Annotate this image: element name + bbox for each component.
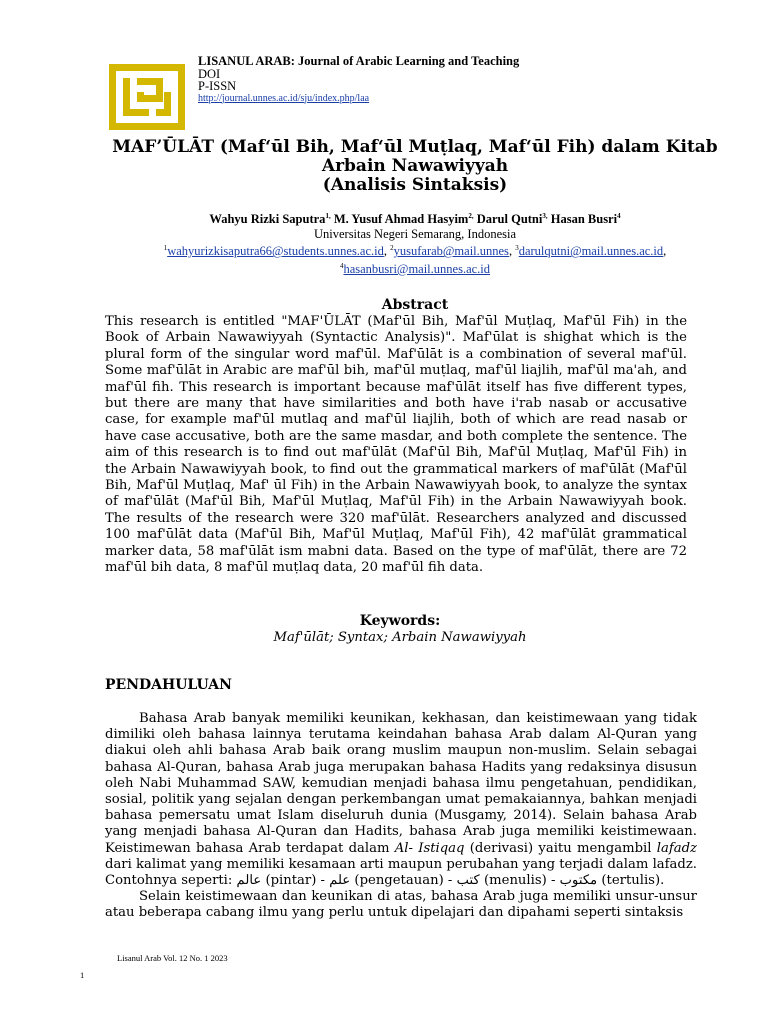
affiliation: Universitas Negeri Semarang, Indonesia: [313, 226, 517, 241]
email-mark: 1: [163, 244, 168, 253]
journal-url-link[interactable]: http://journal.unnes.ac.id/sju/index.php/laa: [198, 92, 370, 104]
abstract-text: This research is entitled "MAF'ŪLĀT (Maf'ūl Bih, Maf'ūl Muṭlaq, Maf'ūl Fih) in the Book of Arbain Nawawiyyah (Syntactic Analysis)". Maf'ūlat is shighat which is the plural form of the singular word maf'ūl. Maf'ūlāt is a combination of several maf'ūl. Some maf'ūlāt in Arabic are maf'ūl bih, maf'ūl muṭlaq, maf'ūl liajlih, maf'ūl ma'ah, and maf'ūl fih. This research is important because maf'ūlāt itself has five different types, but there are many that have similarities and both have i'rab nasab or accusative case, for example maf'ūl mutlaq and maf'ūl liajlih, both of which are read nasab or have case accusative, both are the same masdar, and both complete the sentence. The aim of this research is to find out maf'ūlāt (Maf'ūl Bih, Maf'ūl Muṭlaq, Maf'ūl Fih) in the Arbain Nawawiyyah book, to find out the grammatical markers of maf'ūlāt (Maf'ūl Bih, Maf'ūl Muṭlaq, Maf' ūl Fih) in the Arbain Nawawiyyah book, to analyze the syntax of maf'ūlāt (Maf'ūl Bih, Maf'ūl Muṭlaq, Maf'ūl Fih) in the Arbain Nawawiyyah book. The results of the research were 320 maf'ūlāt. Researchers analyzed and discussed 100 maf'ūlāt data (Maf'ūl Bih, Maf'ūl Muṭlaq, Maf'ūl Fih), 42 maf'ūlāt grammatical marker data, 58 maf'ūlāt ism mabni data. Based on the type of maf'ūlāt, there are 72 maf'ūl bih data, 8 maf'ūl muṭlaq data, 20 maf'ūl fih data.: [105, 314, 687, 576]
author-name: Hasan Busri: [550, 212, 618, 227]
author-emails: $^1$wahyurizkisaputra66@students.unnes.ac.id, $^2$yusufarab@mail.unnes, $^3$darulqutni@mail.unnes.ac.id,: [163, 244, 667, 259]
section-body: [105, 711, 697, 922]
email-link[interactable]: hasanbusri@mail.unnes.ac.id: [343, 261, 491, 276]
keywords-text: Maf'ūlāt; Syntax; Arbain Nawawiyyah: [273, 630, 527, 645]
arabic-word: مكتوب: [559, 873, 598, 889]
author-names: [100, 209, 730, 227]
author-mark: 2,: [468, 212, 474, 220]
title-line-3: (Analisis Sintaksis): [322, 175, 508, 195]
abstract-heading: Abstract: [381, 297, 449, 313]
italic-term: lafadz: [656, 840, 697, 856]
email-link[interactable]: darulqutni@mail.unnes.ac.id: [518, 244, 664, 259]
title-line-1: MAF’ŪLĀT (Maf‘ūl Bih, Maf‘ūl Muṭlaq, Maf‘ūl Fih) dalam Kitab: [112, 137, 718, 157]
author-name: M. Yusuf Ahmad Hasyim: [333, 212, 469, 227]
issn-label: P-ISSN: [198, 79, 237, 93]
author-mark: 1,: [325, 212, 331, 220]
journal-name: LISANUL ARAB: Journal of Arabic Learning and Teaching: [198, 54, 520, 68]
author-name: Wahyu Rizki Saputra: [209, 212, 326, 227]
gloss: (pintar) -: [265, 873, 325, 889]
author-mark: 3,: [542, 212, 548, 220]
paragraph: Selain keistimewaan dan keunikan di atas, bahasa Arab juga memiliki unsur-unsur atau beberapa cabang ilmu yang perlu untuk dipelajari dan dipahami seperti sintaksis: [105, 889, 697, 921]
author-mark: 4: [617, 212, 621, 220]
arabic-word: عالم: [236, 873, 262, 889]
arabic-word: كتب: [456, 873, 480, 889]
text-run: Bahasa Arab banyak memiliki keunikan, kekhasan, dan keistimewaan yang tidak dimiliki oleh bahasa lainnya terutama keindahan bahasa Arab dalam Al-Quran yang diakui oleh ahli bahasa Arab baik orang muslim maupun non-muslim. Selain sebagai bahasa Al-Quran, bahasa Arab juga merupakan bahasa Hadits yang redaksinya disusun oleh Nabi Muhammad SAW, kemudian menjadi bahasa ilmu pengetahuan, pendidikan, sosial, politik yang sejalan dengan perkembangan umat pemakaiannya, bahkan menjadi bahasa pemersatu umat Islam diseluruh dunia (Musgamy, 2014). Selain bahasa Arab yang menjadi bahasa Al-Quran dan Hadits, bahasa Arab juga memiliki keistimewaan. Keistimewan bahasa Arab terdapat dalam: [105, 711, 697, 856]
title-line-2: Arbain Nawawiyyah: [321, 156, 509, 176]
arabic-word: علم: [329, 873, 351, 889]
kufic-square-logo-icon: [109, 64, 185, 130]
doi-label: DOI: [198, 66, 221, 81]
author-emails-line-2: [100, 259, 730, 277]
gloss: (tertulis).: [601, 873, 665, 889]
footer-citation: Lisanul Arab Vol. 12 No. 1 2023: [117, 953, 228, 963]
italic-term: Al- Istiqaq: [394, 840, 465, 856]
email-link[interactable]: yusufarab@mail.unnes: [393, 244, 509, 259]
keywords-heading: Keywords:: [359, 613, 441, 629]
author-name: Darul Qutni: [476, 212, 543, 227]
text-run: (derivasi) yaitu mengambil: [469, 840, 652, 856]
page-number: 1: [80, 970, 85, 980]
journal-header: [198, 55, 519, 105]
gloss: (menulis) -: [483, 873, 556, 889]
paper-title: [105, 138, 725, 195]
email-mark: 2: [390, 244, 394, 253]
text-run: dari kalimat yang memiliki kesamaan arti maupun perubahan yang terjadi dalam lafadz. Contohnya seperti:: [105, 856, 697, 889]
author-block: [100, 209, 730, 276]
section-heading: PENDAHULUAN: [105, 677, 232, 693]
paragraph: [105, 711, 697, 889]
email-link[interactable]: wahyurizkisaputra66@students.unnes.ac.id: [167, 244, 384, 259]
gloss: (pengetauan) -: [354, 873, 453, 889]
email-mark: 4: [339, 261, 344, 270]
email-mark: 3: [515, 244, 519, 253]
